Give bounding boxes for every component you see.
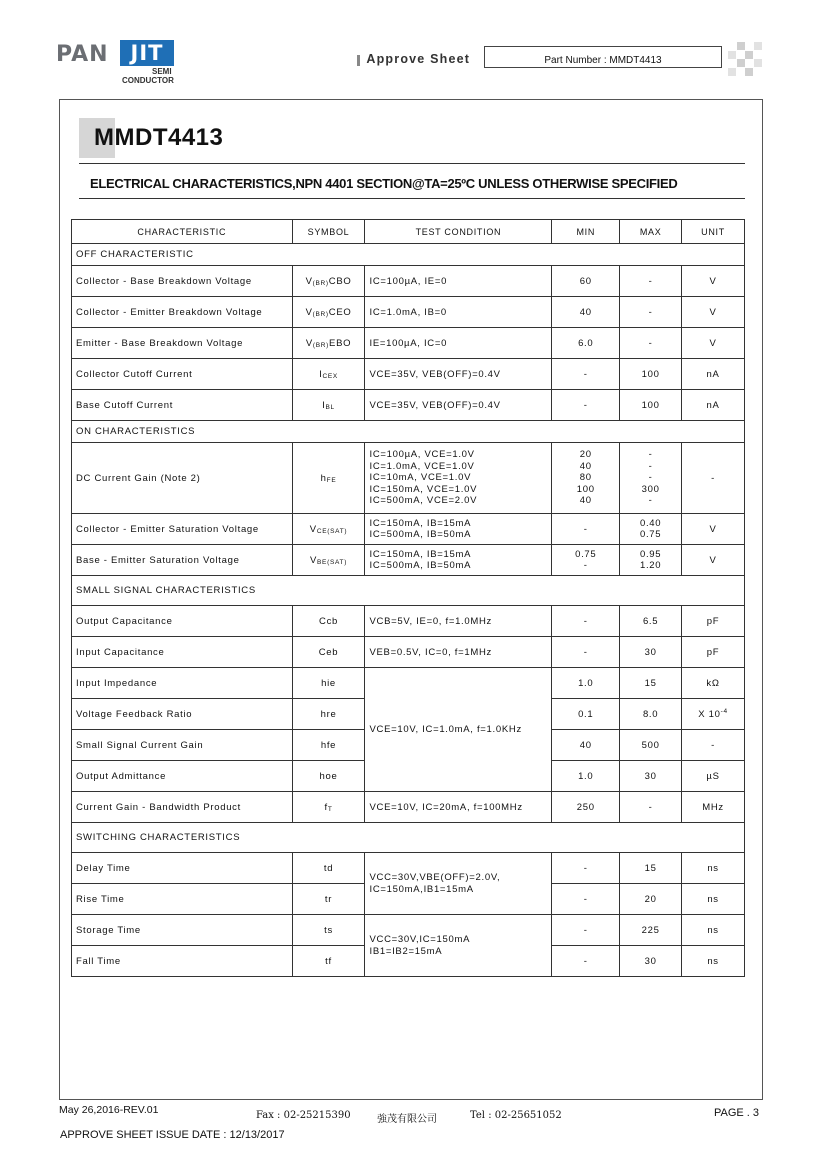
row-min: - [552,915,620,946]
row-unit: ns [682,946,745,977]
row-min: 1.0 [552,668,620,699]
row-max: 0.40 0.75 [620,514,682,545]
row-unit: - [682,730,745,761]
row-unit: µS [682,761,745,792]
row-unit: pF [682,637,745,668]
row-name: Input Impedance [72,668,293,699]
section-row-off [72,244,745,266]
row-unit: nA [682,359,745,390]
row-name: Base - Emitter Saturation Voltage [72,545,293,576]
section-label: ON CHARACTERISTICS [72,421,745,443]
row-unit: V [682,328,745,359]
header-min: MIN [552,220,620,244]
row-min: - [552,884,620,915]
row-symbol: tr [292,884,365,915]
row-condition: VCB=5V, IE=0, f=1.0MHz [365,606,552,637]
row-symbol: Ceb [292,637,365,668]
row-max: 500 [620,730,682,761]
turn-on-condition: VCC=30V,VBE(OFF)=2.0V, IC=150mA,IB1=15mA [365,853,552,915]
row-name: Input Capacitance [72,637,293,668]
row-condition: IC=100µA, VCE=1.0V IC=1.0mA, VCE=1.0V IC=10mA, VCE=1.0V IC=150mA, VCE=1.0V IC=500mA, VCE=2.0V [365,443,552,514]
row-max: 100 [620,390,682,421]
turn-off-condition: VCC=30V,IC=150mA IB1=IB2=15mA [365,915,552,977]
row-name: Fall Time [72,946,293,977]
row-max: 20 [620,884,682,915]
row-max: 30 [620,946,682,977]
row-max: - [620,328,682,359]
header-max: MAX [620,220,682,244]
row-condition: VEB=0.5V, IC=0, f=1MHz [365,637,552,668]
row-name: Delay Time [72,853,293,884]
row-unit: V [682,297,745,328]
fax-number: Fax : 02-25215390 [256,1110,351,1121]
row-name: Storage Time [72,915,293,946]
table-row [72,359,745,390]
row-min: 40 [552,297,620,328]
row-min: 250 [552,792,620,823]
row-unit: kΩ [682,668,745,699]
row-min: 0.1 [552,699,620,730]
document-title: MMDT4413 [94,124,224,151]
row-condition: IE=100µA, IC=0 [365,328,552,359]
row-max: 30 [620,761,682,792]
row-min: - [552,946,620,977]
header-unit: UNIT [682,220,745,244]
row-max: - [620,792,682,823]
row-name: Output Capacitance [72,606,293,637]
title-rule [79,163,745,164]
page-number: PAGE . 3 [714,1107,760,1119]
header-symbol: SYMBOL [292,220,365,244]
row-max: 8.0 [620,699,682,730]
row-unit: V [682,514,745,545]
row-max: 100 [620,359,682,390]
checker-decoration-icon [728,42,762,76]
row-symbol: $h_{FE}$ [292,443,365,514]
header-characteristic: CHARACTERISTIC [72,220,293,244]
row-condition: VCE=10V, IC=20mA, f=100MHz [365,792,552,823]
part-number-box: Part Number : MMDT4413 [484,46,722,68]
row-max: 30 [620,637,682,668]
table-row [72,668,745,699]
row-unit: V [682,266,745,297]
row-unit: V [682,545,745,576]
table-row [72,297,745,328]
section-label: SMALL SIGNAL CHARACTERISTICS [72,576,745,606]
row-symbol: hoe [292,761,365,792]
row-name: Small Signal Current Gain [72,730,293,761]
row-max: 15 [620,853,682,884]
table-row [72,545,745,576]
row-symbol: $I_{CEX}$ [292,359,365,390]
issue-date: APPROVE SHEET ISSUE DATE : 12/13/2017 [60,1129,285,1141]
row-max: 15 [620,668,682,699]
row-name: Voltage Feedback Ratio [72,699,293,730]
row-name: DC Current Gain (Note 2) [72,443,293,514]
row-unit: X $10^{-4}$ [682,699,745,730]
company-name: 強茂有限公司 [377,1114,437,1125]
row-min: 1.0 [552,761,620,792]
row-condition: IC=150mA, IB=15mA IC=500mA, IB=50mA [365,545,552,576]
row-min: - [552,514,620,545]
row-unit: ns [682,915,745,946]
row-name: Output Admittance [72,761,293,792]
table-row [72,915,745,946]
logo-semi-text: SEMI [152,67,172,76]
row-symbol: ts [292,915,365,946]
row-symbol: hie [292,668,365,699]
row-unit: nA [682,390,745,421]
row-min: - [552,606,620,637]
table-header-row [72,220,745,244]
row-min: - [552,390,620,421]
row-max: 0.95 1.20 [620,545,682,576]
row-min: 40 [552,730,620,761]
row-condition: IC=150mA, IB=15mA IC=500mA, IB=50mA [365,514,552,545]
row-condition: IC=100µA, IE=0 [365,266,552,297]
logo-conductor-text: CONDUCTOR [122,76,174,85]
table-row [72,443,745,514]
row-name: Emitter - Base Breakdown Voltage [72,328,293,359]
header-test-condition: TEST CONDITION [365,220,552,244]
row-symbol: $V_{(BR)}CBO$ [292,266,365,297]
row-symbol: hfe [292,730,365,761]
table-row [72,328,745,359]
row-min: - [552,637,620,668]
row-symbol: tf [292,946,365,977]
row-symbol: $V_{(BR)}CEO$ [292,297,365,328]
table-row [72,637,745,668]
row-symbol: $V_{BE(SAT)}$ [292,545,365,576]
row-name: Base Cutoff Current [72,390,293,421]
row-symbol: Ccb [292,606,365,637]
row-condition: IC=1.0mA, IB=0 [365,297,552,328]
logo-pan-text: PAN [56,42,109,67]
revision-date: May 26,2016-REV.01 [59,1104,159,1116]
h-parameter-condition: VCE=10V, IC=1.0mA, f=1.0KHz [365,668,552,792]
row-unit: - [682,443,745,514]
row-symbol: $V_{CE(SAT)}$ [292,514,365,545]
row-name: Collector - Emitter Saturation Voltage [72,514,293,545]
table-row [72,514,745,545]
row-name: Collector Cutoff Current [72,359,293,390]
section-row-switching [72,823,745,853]
section-label: OFF CHARACTERISTIC [72,244,745,266]
company-logo [56,40,186,88]
row-max: - [620,297,682,328]
tel-number: Tel : 02-25651052 [470,1110,562,1121]
table-row [72,390,745,421]
logo-jit-text: JIT [120,40,174,66]
row-unit: ns [682,853,745,884]
row-max: 6.5 [620,606,682,637]
table-row [72,266,745,297]
row-unit: ns [682,884,745,915]
row-symbol: $f_T$ [292,792,365,823]
row-condition: VCE=35V, VEB(OFF)=0.4V [365,359,552,390]
row-max: 225 [620,915,682,946]
row-name: Collector - Base Breakdown Voltage [72,266,293,297]
row-max: - - - 300 - [620,443,682,514]
row-name: Current Gain - Bandwidth Product [72,792,293,823]
table-row [72,606,745,637]
table-row [72,853,745,884]
row-min: - [552,359,620,390]
row-symbol: $V_{(BR)}EBO$ [292,328,365,359]
row-symbol: $I_{BL}$ [292,390,365,421]
section-row-on [72,421,745,443]
row-condition: VCE=35V, VEB(OFF)=0.4V [365,390,552,421]
table-row [72,792,745,823]
row-symbol: td [292,853,365,884]
row-min: 6.0 [552,328,620,359]
section-subtitle: ELECTRICAL CHARACTERISTICS,NPN 4401 SECTION@TA=25ºC UNLESS OTHERWISE SPECIFIED [90,176,678,191]
row-max: - [620,266,682,297]
row-min: - [552,853,620,884]
row-name: Rise Time [72,884,293,915]
section-row-small-signal [72,576,745,606]
subtitle-rule [79,198,745,199]
row-min: 0.75 - [552,545,620,576]
row-min: 60 [552,266,620,297]
section-label: SWITCHING CHARACTERISTICS [72,823,745,853]
characteristics-table [71,219,745,977]
row-unit: pF [682,606,745,637]
approve-sheet-label: Approve Sheet [366,52,471,66]
row-unit: MHz [682,792,745,823]
row-min: 20 40 80 100 40 [552,443,620,514]
row-name: Collector - Emitter Breakdown Voltage [72,297,293,328]
row-symbol: hre [292,699,365,730]
